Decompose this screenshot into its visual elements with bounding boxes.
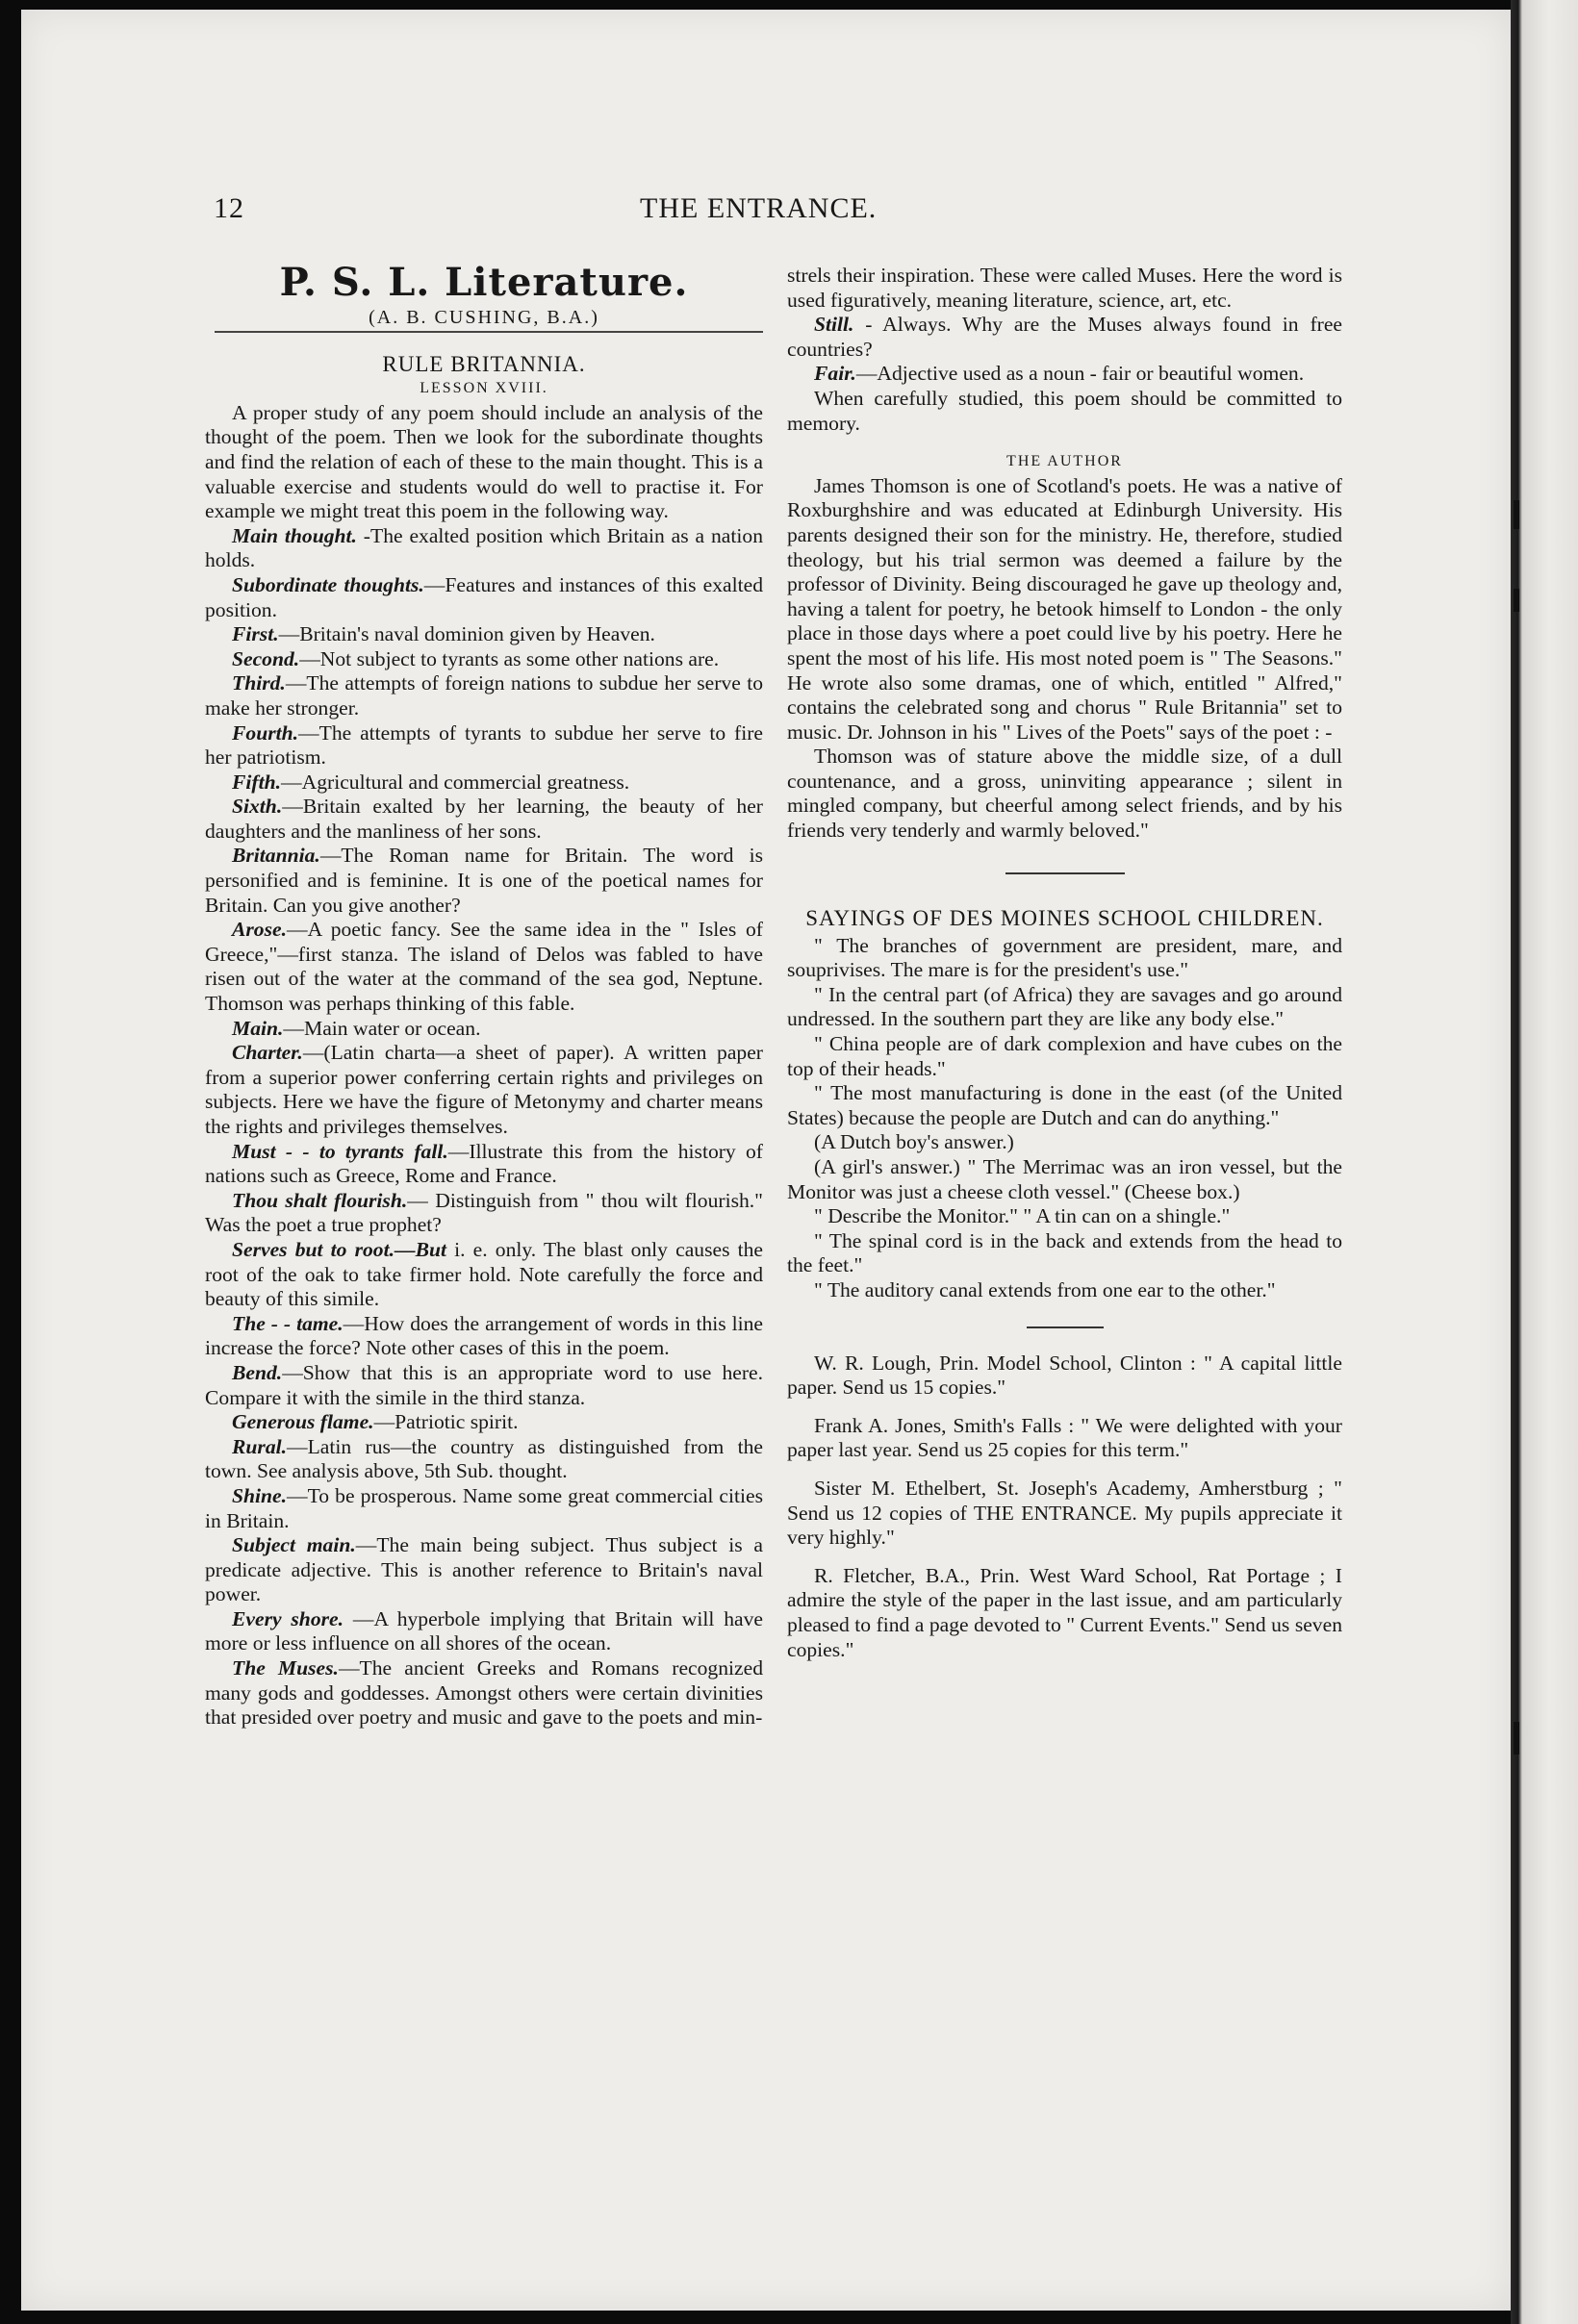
note-paragraph [205,1017,763,1042]
page-number: 12 [214,192,244,224]
note-term: Fair. [814,362,856,386]
note-paragraph [205,1238,763,1312]
note-text: —Latin rus—the country as distinguished from the town. See analysis above, 5th Sub. thought. [205,1434,763,1483]
lesson-label: LESSON XVIII. [420,380,548,397]
note-paragraph [205,1484,763,1533]
saying-item: " China people are of dark complexion and have cubes on the top of their heads." [787,1032,1342,1080]
note-term: Britannia. [232,844,320,868]
note-paragraph [205,1041,763,1139]
note-text: —A poetic fancy. See the same idea in the " Isles of Greece,"—first stanza. The island of Delos was fabled to have risen out of the water at the command of the sea god, Neptune. Thomson was perhaps thinking of this fable. [205,918,763,1016]
saying-item: " Describe the Monitor." " A tin can on a shingle." [814,1204,1231,1228]
note-term: Charter. [232,1041,303,1065]
note-text: i. e. only. The blast only causes the root of the oak to take firmer hold. Note carefully the force and beauty of this simile. [205,1237,763,1311]
left-column [205,260,763,1730]
note-paragraph [205,795,763,844]
title-rule [215,331,763,333]
notes-list-continued [787,313,1342,387]
page-edge-mark [1514,589,1519,612]
note-paragraph [205,1361,763,1410]
note-text: —The ancient Greeks and Romans recognized many gods and goddesses. Amongst others were certain divinities that presided over poetry and music and gave to the poets and min- [205,1656,763,1730]
note-term: Must - - to tyrants fall. [232,1139,448,1163]
note-term: Subordinate thoughts. [232,572,424,596]
note-text: —How does the arrangement of words in this line increase the force? Note other cases of this in the poem. [205,1311,764,1360]
note-term: Subject main. [232,1533,356,1557]
note-text: —Features and instances of this exalted position. [205,572,764,621]
note-term: Still. [814,313,854,337]
section-divider [1005,872,1125,874]
note-text: —The main being subject. Thus subject is a predicate adjective. This is another reference to Britain's naval power. [205,1533,763,1606]
johnson-quote: Thomson was of stature above the middle size, of a dull countenance, and a gross, uninviting appearance ; silent in mingled company, but cheerful among select friends, and by his friends very tenderly and warmly beloved." [787,745,1342,843]
note-text: —Adjective used as a noun - fair or beautiful women. [855,362,1305,386]
section-heading: RULE BRITANNIA. [382,351,586,376]
saying-item: " The most manufacturing is done in the east (of the United States) because the people are Dutch and can do anything." [787,1081,1342,1129]
saying-item: (A Dutch boy's answer.) [814,1130,1014,1154]
note-term: Main thought. [232,523,357,547]
note-paragraph [205,1189,763,1238]
note-term: Third. [232,671,286,695]
note-paragraph [205,918,763,1016]
note-paragraph [205,1607,763,1656]
next-page-edge [1511,0,1578,2324]
note-text: —Main water or ocean. [283,1016,481,1040]
letters-list [787,1351,1342,1663]
note-paragraph [205,1533,763,1607]
note-term: First. [232,622,279,646]
note-term: Shine. [232,1483,288,1507]
letter-item: R. Fletcher, B.A., Prin. West Ward School, Rat Portage ; I admire the style of the paper in the last issue, and am particularly pleased to find a page devoted to " Current Events." Send us seven copies." [787,1563,1342,1661]
saying-item: " The branches of government are president, mare, and souprivises. The mare is for the president's use." [787,933,1342,982]
running-head [192,192,916,231]
note-paragraph [205,524,763,573]
sayings-list [787,934,1342,1303]
page-edge-mark [1514,1722,1519,1755]
note-term: The - - tame. [232,1311,344,1335]
note-text: —Patriotic spirit. [373,1410,519,1434]
note-term: Main. [232,1016,284,1040]
note-term: Fifth. [232,770,282,794]
closing-paragraph: When carefully studied, this poem should be committed to memory. [787,386,1342,435]
note-term: Fourth. [232,720,299,745]
note-term: Every shore. [232,1606,344,1630]
note-paragraph [205,1140,763,1189]
page-edge-mark [1514,500,1519,529]
author-paragraph: James Thomson is one of Scotland's poets. He was a native of Roxburghshire and was educated at Edinburgh University. His parents designed their son for the ministry. He, therefore, studied theology, but his trial sermon was deemed a failure by the professor of Divinity. Being discouraged he gave up theology and, having a talent for poetry, he betook himself to London - the only place in those days where a poet could live by his poetry. Here he spent the most of his life. His most noted poem is " The Seasons." He wrote also some dramas, one of which, entitled " Alfred," contains the celebrated song and chorus " Rule Britannia" set to music. Dr. Johnson in his " Lives of the Poets" says of the poet : - [787,473,1342,744]
note-text: —Britain's naval dominion given by Heaven. [278,622,655,646]
letter-item: W. R. Lough, Prin. Model School, Clinton : " A capital little paper. Send us 15 copies." [787,1351,1342,1400]
note-text: —Not subject to tyrants as some other nations are. [299,646,720,670]
note-text: —The Roman name for Britain. The word is personified and is feminine. It is one of the poetical names for Britain. Can you give another? [205,844,763,917]
note-text: —(Latin charta—a sheet of paper). A written paper from a superior power conferring certain rights and privileges on subjects. Here we have the figure of Metonymy and charter means the rights and privileges themselves. [205,1041,763,1138]
note-term: Serves but to root.—But [232,1237,446,1261]
note-text: —Show that this is an appropriate word to use here. Compare it with the simile in the third stanza. [205,1360,763,1409]
continued-paragraph: strels their inspiration. These were called Muses. Here the word is used figuratively, meaning literature, science, art, etc. [787,264,1342,312]
letter-item: Frank A. Jones, Smith's Falls : " We were delighted with your paper last year. Send us 25 copies for this term." [787,1413,1342,1462]
note-text: —A hyperbole implying that Britain will have more or less influence on all shores of the ocean. [205,1606,763,1655]
intro-paragraph: A proper study of any poem should include an analysis of the thought of the poem. Then we look for the subordinate thoughts and find the relation of each of these to the main thought. This is a valuable exercise and students would do well to practise it. For example we might treat this poem in the following way. [205,400,763,523]
note-term: Generous flame. [232,1410,374,1434]
note-paragraph [205,1410,763,1435]
byline: (A. B. CUSHING, B.A.) [369,307,599,328]
note-term: Bend. [232,1360,283,1384]
note-paragraph [205,1656,763,1730]
note-paragraph [205,1435,763,1484]
note-text: -The exalted position which Britain as a nation holds. [205,523,763,572]
saying-item: " The auditory canal extends from one ear to the other." [814,1277,1276,1301]
sayings-heading: SAYINGS OF DES MOINES SCHOOL CHILDREN. [805,905,1324,930]
note-paragraph [205,1312,763,1361]
note-text: — Distinguish from " thou wilt flourish." Was the poet a true prophet? [205,1188,763,1237]
note-text: —Agricultural and commercial greatness. [281,770,630,794]
note-paragraph [205,844,763,918]
saying-item: " In the central part (of Africa) they are savages and go around undressed. In the southern part they are like any body else." [787,982,1342,1031]
note-term: Rural. [232,1434,288,1458]
saying-item: (A girl's answer.) " The Merrimac was an iron vessel, but the Monitor was just a cheese cloth vessel." (Cheese box.) [787,1155,1342,1203]
note-text: —To be prosperous. Name some great commercial cities in Britain. [205,1483,763,1532]
note-term: Arose. [232,918,287,942]
note-text: —Illustrate this from the history of nations such as Greece, Rome and France. [205,1139,763,1188]
author-heading: THE AUTHOR [1006,453,1123,470]
notes-list [205,524,763,1730]
note-paragraph [205,622,763,647]
note-paragraph [205,671,763,720]
article-title: P. S. L. Literature. [279,260,689,305]
saying-item: " The spinal cord is in the back and extends from the head to the feet." [787,1228,1342,1277]
note-text: - Always. Why are the Muses always found in free countries? [787,313,1342,361]
note-term: Second. [232,646,300,670]
right-column [787,264,1342,1676]
note-paragraph [787,362,1342,387]
letter-item: Sister M. Ethelbert, St. Joseph's Academy, Amherstburg ; " Send us 12 copies of THE ENTRANCE. My pupils appreciate it very highly." [787,1476,1342,1550]
note-text: —The attempts of foreign nations to subdue her serve to make her stronger. [205,671,763,720]
section-divider-small [1027,1326,1104,1328]
note-term: Thou shalt flourish. [232,1188,408,1212]
note-term: Sixth. [232,795,283,819]
note-text: —Britain exalted by her learning, the beauty of her daughters and the manliness of her sons. [205,795,763,843]
note-text: —The attempts of tyrants to subdue her serve to fire her patriotism. [205,720,763,770]
note-paragraph [205,573,763,622]
note-paragraph [205,647,763,672]
publication-title: THE ENTRANCE. [640,192,878,224]
note-term: The Muses. [232,1656,339,1680]
note-paragraph [787,313,1342,362]
note-paragraph [205,721,763,770]
note-paragraph [205,770,763,796]
